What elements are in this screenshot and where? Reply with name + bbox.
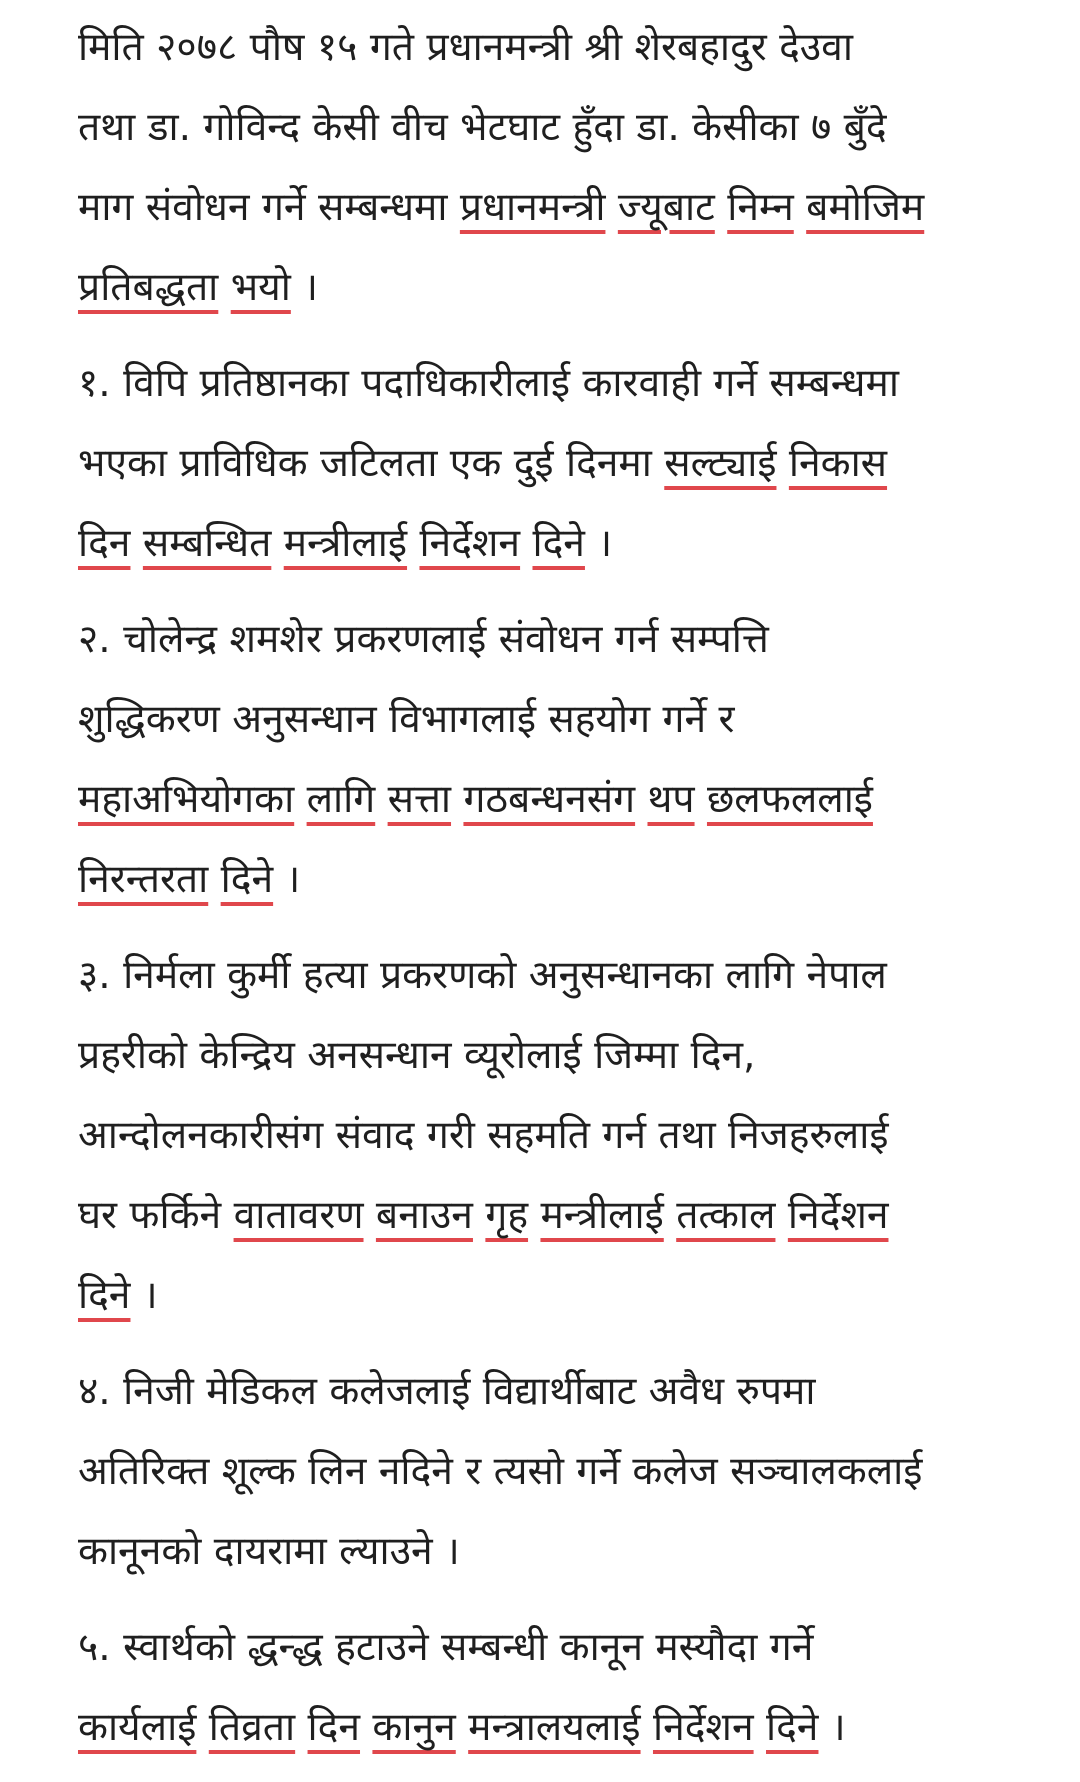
text-line xyxy=(78,936,1038,1016)
text-run: कानूनको दायरामा ल्याउने । xyxy=(78,1529,460,1574)
underlined-word: छलफललाई xyxy=(706,777,873,822)
underlined-word: सल्ट्याई xyxy=(664,441,777,486)
text-run xyxy=(295,1705,307,1750)
text-run: ३. निर्मला कुर्मी हत्या प्रकरणको अनुसन्धानका लागि नेपाल xyxy=(78,953,887,998)
text-run xyxy=(605,185,617,230)
text-line xyxy=(78,8,1038,88)
numbered-point-5 xyxy=(78,1608,1038,1768)
text-run: ४. निजी मेडिकल कलेजलाई विद्यार्थीबाट अवैध रुपमा xyxy=(78,1369,816,1414)
text-line xyxy=(78,504,1038,584)
paragraph-spacer xyxy=(78,1336,1038,1352)
text-line xyxy=(78,1512,1038,1592)
text-run: अतिरिक्त शूल्क लिन नदिने र त्यसो गर्ने कलेज सञ्चालकलाई xyxy=(78,1449,923,1494)
underlined-word: प्रतिबद्धता xyxy=(78,265,219,310)
text-run xyxy=(360,1705,372,1750)
paragraph-spacer xyxy=(78,584,1038,600)
text-run xyxy=(641,1705,653,1750)
numbered-point-3 xyxy=(78,936,1038,1336)
text-run xyxy=(456,1705,468,1750)
text-run xyxy=(375,777,387,822)
text-run xyxy=(451,777,463,822)
paragraph-spacer xyxy=(78,1592,1038,1608)
text-line xyxy=(78,424,1038,504)
text-run: । xyxy=(584,521,613,566)
text-run xyxy=(664,1193,676,1238)
underlined-word: तत्काल xyxy=(676,1193,776,1238)
text-run: । xyxy=(273,857,301,902)
text-run xyxy=(715,185,727,230)
text-run: मिति २०७८ पौष १५ गते प्रधानमन्त्री श्री शेरबहादुर देउवा xyxy=(78,25,853,70)
underlined-word: भयो xyxy=(230,265,291,310)
underlined-word: निर्देशन xyxy=(419,521,521,566)
underlined-word: लागि xyxy=(306,777,376,822)
underlined-word: निकास xyxy=(788,441,888,486)
text-line xyxy=(78,1256,1038,1336)
underlined-word: कार्यलाई xyxy=(78,1705,197,1750)
text-run: । xyxy=(290,265,319,310)
underlined-word: गठबन्धनसंग xyxy=(463,777,636,822)
paragraph-spacer xyxy=(78,920,1038,936)
text-line xyxy=(78,1352,1038,1432)
text-run xyxy=(407,521,419,566)
text-line xyxy=(78,600,1038,680)
underlined-word: निरन्तरता xyxy=(78,857,209,902)
numbered-point-2 xyxy=(78,600,1038,920)
text-run xyxy=(208,857,220,902)
underlined-word: बमोजिम xyxy=(806,185,925,230)
text-line xyxy=(78,88,1038,168)
underlined-word: प्रधानमन्त्री xyxy=(459,185,606,230)
intro-paragraph xyxy=(78,8,1038,328)
underlined-word: निम्न xyxy=(727,185,794,230)
text-line xyxy=(78,1096,1038,1176)
text-line xyxy=(78,344,1038,424)
document-body xyxy=(78,8,1038,1768)
text-run xyxy=(196,1705,208,1750)
underlined-word: निर्देशन xyxy=(787,1193,889,1238)
text-run xyxy=(473,1193,485,1238)
text-run xyxy=(695,777,707,822)
underlined-word: सत्ता xyxy=(387,777,452,822)
text-line xyxy=(78,840,1038,920)
text-run: घर फर्किने xyxy=(78,1193,234,1238)
underlined-word: मन्त्रीलाई xyxy=(283,521,408,566)
text-run: आन्दोलनकारीसंग संवाद गरी सहमति गर्न तथा निजहरुलाई xyxy=(78,1113,889,1158)
text-run xyxy=(754,1705,766,1750)
text-line xyxy=(78,168,1038,248)
text-run xyxy=(794,185,806,230)
underlined-word: गृह xyxy=(485,1193,529,1238)
text-run xyxy=(294,777,306,822)
text-line xyxy=(78,248,1038,328)
text-line xyxy=(78,1016,1038,1096)
text-run: १. विपि प्रतिष्ठानका पदाधिकारीलाई कारवाही गर्ने सम्बन्धमा xyxy=(78,361,899,406)
underlined-word: दिने xyxy=(78,1273,131,1318)
underlined-word: बनाउन xyxy=(375,1193,473,1238)
text-run xyxy=(520,521,532,566)
text-run: प्रहरीको केन्द्रिय अनसन्धान व्यूरोलाई जिम्मा दिन, xyxy=(78,1033,756,1078)
underlined-word: दिन xyxy=(78,521,131,566)
underlined-word: कानुन xyxy=(372,1705,456,1750)
underlined-word: निर्देशन xyxy=(652,1705,754,1750)
text-run xyxy=(218,265,230,310)
numbered-point-4 xyxy=(78,1352,1038,1592)
text-run xyxy=(776,441,788,486)
text-run xyxy=(130,521,142,566)
paragraph-spacer xyxy=(78,328,1038,344)
underlined-word: दिन xyxy=(307,1705,361,1750)
text-run: ५. स्वार्थको द्धन्द्ध हटाउने सम्बन्धी कानून मस्यौदा गर्ने xyxy=(78,1625,814,1670)
text-run: । xyxy=(818,1705,846,1750)
text-run xyxy=(271,521,283,566)
text-run: । xyxy=(130,1273,158,1318)
underlined-word: सम्बन्धित xyxy=(142,521,272,566)
text-line xyxy=(78,1176,1038,1256)
underlined-word: दिने xyxy=(220,857,274,902)
underlined-word: मन्त्रीलाई xyxy=(540,1193,664,1238)
underlined-word: तिव्रता xyxy=(208,1705,296,1750)
text-run: २. चोलेन्द्र शमशेर प्रकरणलाई संवोधन गर्न सम्पत्ति xyxy=(78,617,769,662)
underlined-word: ज्यूबाट xyxy=(617,185,715,230)
text-run xyxy=(635,777,647,822)
text-run: तथा डा. गोविन्द केसी वीच भेटघाट हुँदा डा. केसीका ७ बुँदे xyxy=(78,105,887,150)
underlined-word: दिने xyxy=(532,521,585,566)
underlined-word: दिने xyxy=(766,1705,819,1750)
text-line xyxy=(78,760,1038,840)
text-line xyxy=(78,1688,1038,1768)
text-line xyxy=(78,680,1038,760)
text-line xyxy=(78,1432,1038,1512)
underlined-word: महाअभियोगका xyxy=(78,777,295,822)
text-line xyxy=(78,1608,1038,1688)
numbered-point-1 xyxy=(78,344,1038,584)
underlined-word: थप xyxy=(647,777,695,822)
text-run: शुद्धिकरण अनुसन्धान विभागलाई सहयोग गर्ने र xyxy=(78,697,735,742)
text-run: भएका प्राविधिक जटिलता एक दुई दिनमा xyxy=(78,441,665,486)
underlined-word: मन्त्रालयलाई xyxy=(468,1705,641,1750)
text-run xyxy=(775,1193,787,1238)
text-run: माग संवोधन गर्ने सम्बन्धमा xyxy=(78,185,460,230)
text-run xyxy=(364,1193,376,1238)
underlined-word: वातावरण xyxy=(233,1193,364,1238)
text-run xyxy=(528,1193,540,1238)
